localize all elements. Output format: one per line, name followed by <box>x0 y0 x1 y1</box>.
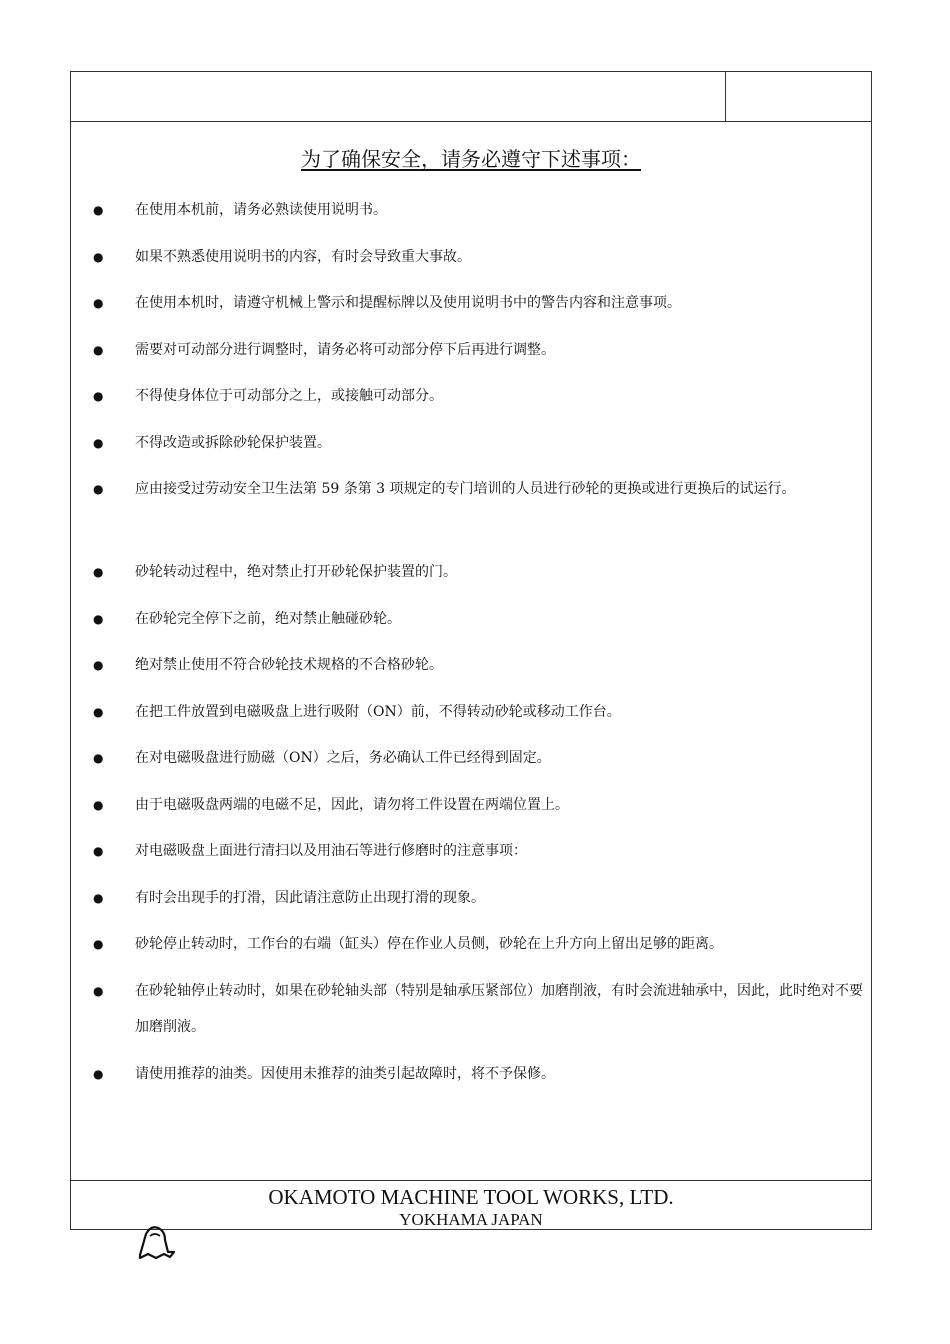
list-item: ● 应由接受过劳动安全卫生法第 59 条第 3 项规定的专门培训的人员进行砂轮的更换或进行更换后的试运行。 <box>71 471 871 544</box>
bullet-icon: ● <box>93 937 104 951</box>
list-item: ● 有时会出现手的打滑，因此请注意防止出现打滑的现象。 <box>71 880 871 917</box>
company-location: YOKHAMA JAPAN <box>399 1210 543 1229</box>
bullet-icon: ● <box>93 342 104 357</box>
list-item: ● 在对电磁吸盘进行励磁（ON）之后，务必确认工件已经得到固定。 <box>71 740 871 777</box>
bullet-icon: ● <box>93 658 104 672</box>
page-title: 为了确保安全，请务必遵守下述事项： <box>301 147 641 171</box>
header-divider <box>725 72 726 121</box>
list-item: ● 在把工件放置到电磁吸盘上进行吸附（ON）前，不得转动砂轮或移动工作台。 <box>71 694 871 731</box>
bullet-icon: ● <box>93 1066 104 1081</box>
bullet-icon: ● <box>93 890 104 905</box>
list-item: ● 不得使身体位于可动部分之上，或接触可动部分。 <box>71 378 871 415</box>
list-item: ● 绝对禁止使用不符合砂轮技术规格的不合格砂轮。 <box>71 647 871 684</box>
document-frame <box>70 71 872 1230</box>
bullet-icon: ● <box>93 983 104 998</box>
safety-list <box>71 192 871 1102</box>
list-item: ● 在砂轮轴停止转动时，如果在砂轮轴头部（特别是轴承压紧部位）加磨削液，有时会流进轴承中，因此，此时绝对不要加磨削液。 <box>71 973 871 1046</box>
bullet-icon: ● <box>93 389 104 403</box>
bullet-icon: ● <box>93 249 104 264</box>
bullet-icon: ● <box>93 435 104 450</box>
bullet-icon: ● <box>93 482 104 496</box>
list-item: ● 对电磁吸盘上面进行清扫以及用油石等进行修磨时的注意事项： <box>71 833 871 870</box>
bullet-icon: ● <box>93 203 104 217</box>
bullet-icon: ● <box>93 611 104 626</box>
list-item: ● 由于电磁吸盘两端的电磁不足，因此，请勿将工件设置在两端位置上。 <box>71 787 871 824</box>
bullet-icon: ● <box>93 751 104 765</box>
bullet-icon: ● <box>93 704 104 719</box>
bullet-icon: ● <box>93 844 104 858</box>
list-item: ● 不得改造或拆除砂轮保护装置。 <box>71 425 871 462</box>
list-item: ● 砂轮停止转动时，工作台的右端（缸头）停在作业人员侧，砂轮在上升方向上留出足够的距离。 <box>71 926 871 963</box>
bullet-icon: ● <box>93 565 104 579</box>
header-row <box>71 72 871 122</box>
list-item: ● 如果不熟悉使用说明书的内容，有时会导致重大事故。 <box>71 239 871 276</box>
list-item: ● 需要对可动部分进行调整时，请务必将可动部分停下后再进行调整。 <box>71 332 871 369</box>
okamoto-logo-icon <box>134 1222 178 1262</box>
footer <box>71 1180 871 1230</box>
bullet-icon: ● <box>93 797 104 812</box>
company-name: OKAMOTO MACHINE TOOL WORKS, LTD. <box>268 1185 674 1209</box>
list-item: ● 在使用本机前，请务必熟读使用说明书。 <box>71 192 871 229</box>
list-item: ● 砂轮转动过程中，绝对禁止打开砂轮保护装置的门。 <box>71 554 871 591</box>
list-item: ● 在砂轮完全停下之前，绝对禁止触碰砂轮。 <box>71 601 871 638</box>
list-item: ● 请使用推荐的油类。因使用未推荐的油类引起故障时，将不予保修。 <box>71 1056 871 1093</box>
bullet-icon: ● <box>93 296 104 310</box>
list-item: ● 在使用本机时，请遵守机械上警示和提醒标牌以及使用说明书中的警告内容和注意事项。 <box>71 285 871 322</box>
